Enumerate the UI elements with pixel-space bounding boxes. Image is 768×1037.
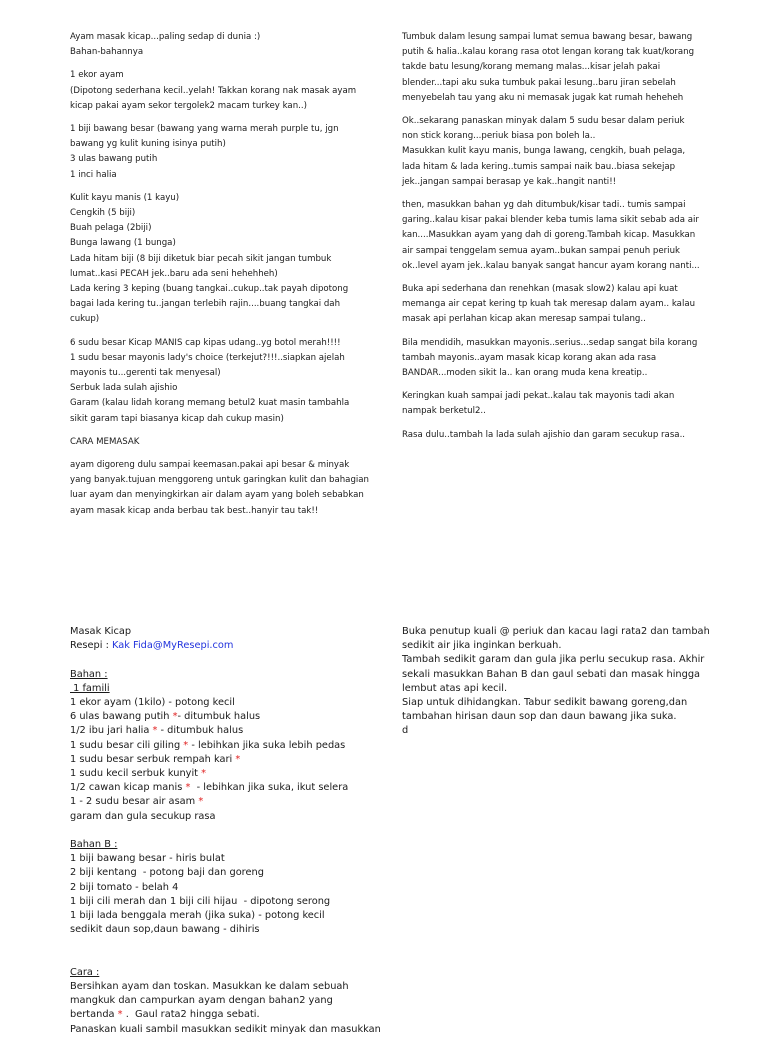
text-line: ok..level ayam jek..kalau banyak sangat hancur ayam korang nanti... (402, 260, 700, 271)
instruction-line: tambahan hirisan daun sop dan daun bawang jika suka. (402, 711, 677, 723)
text-line: Lada kering 3 keping (buang tangkai..cukup..tak payah dipotong (70, 284, 349, 295)
left-paragraph (70, 30, 380, 60)
left-paragraph (70, 191, 380, 328)
instruction-line: d (402, 725, 409, 737)
text-line: Cengkih (5 biji) (70, 208, 136, 219)
text-line: bagai lada kering tu..jangan terlebih rajin....buang tangkai dah (70, 299, 341, 310)
text-line: mayonis tu...gerenti tak menyesal) (70, 368, 221, 379)
bahan-b-list (70, 852, 390, 937)
text-line: Bila mendidih, masukkan mayonis..serius...sedap sangat bila korang (402, 337, 698, 348)
text-line: tambah mayonis..ayam masak kicap korang akan ada rasa (402, 352, 657, 363)
ingredient-item: 1/2 cawan kicap manis * - lebihkan jika suka, ikut selera (70, 782, 349, 794)
ingredient-b-item: 1 biji lada benggala merah (jika suka) - potong kecil (70, 910, 325, 922)
ingredient-item: 1 sudu kecil serbuk kunyit * (70, 768, 207, 780)
text-line: 3 ulas bawang putih (70, 154, 158, 165)
text-line: 6 sudu besar Kicap MANIS cap kipas udang..yg botol merah!!!! (70, 337, 341, 348)
text-line: Tumbuk dalam lesung sampai lumat semua bawang besar, bawang (402, 32, 693, 42)
text-line: 1 biji bawang besar (bawang yang warna merah purple tu, jgn (70, 124, 339, 135)
left-paragraph (70, 122, 380, 183)
marker-asterisk: * (152, 725, 158, 737)
text-line: yang banyak.tujuan menggoreng untuk garingkan kulit dan bahagian (70, 475, 370, 486)
ingredient-item: 1 - 2 sudu besar air asam * (70, 796, 204, 808)
text-line: Masukkan kulit kayu manis, bunga lawang, cengkih, buah pelaga, (402, 146, 686, 157)
bahan-a-list (70, 696, 390, 824)
cara-line: Panaskan kuali sambil masukkan sedikit minyak dan masukkan (70, 1023, 381, 1035)
text-line: ayam masak kicap anda berbau tak best..hanyir tau tak!! (70, 505, 319, 516)
marker-asterisk: * (172, 711, 178, 723)
right-paragraph (402, 336, 742, 382)
text-line: Bunga lawang (1 bunga) (70, 238, 176, 249)
page1-right-column (402, 30, 742, 451)
text-line: bawang yg kulit kuning isinya putih) (70, 139, 226, 150)
text-line: lumat..kasi PECAH jek..baru ada seni hehehheh) (70, 268, 278, 279)
bahan-b-heading: Bahan B : (70, 839, 118, 851)
marker-asterisk: * (201, 768, 207, 780)
ingredient-item: 6 ulas bawang putih *- ditumbuk halus (70, 711, 261, 723)
text-line: luar ayam dan menyingkirkan air dalam ayam yang boleh sebabkan (70, 490, 364, 501)
text-line: then, masukkan bahan yg dah ditumbuk/kisar tadi.. tumis sampai (402, 200, 686, 211)
text-line: (Dipotong sederhana kecil..yelah! Takkan korang nak masak ayam (70, 85, 357, 96)
text-line: garing..kalau kisar pakai blender keba tumis lama sikit sebab ada air (402, 215, 699, 226)
right-paragraph (402, 282, 742, 328)
ingredient-item: 1 sudu besar cili giling * - lebihkan jika suka lebih pedas (70, 739, 346, 751)
marker-asterisk: * (235, 753, 241, 765)
text-line: sikit garam tapi biasanya kicap dah cukup masin) (70, 413, 284, 424)
text-line: nampak berketul2.. (402, 406, 486, 417)
instruction-line: sedikit air jika inginkan berkuah. (402, 640, 562, 652)
text-line: CARA MEMASAK (70, 436, 140, 447)
page1-left-column (70, 30, 380, 527)
marker-asterisk: * (183, 739, 189, 751)
recipe-source (70, 639, 390, 653)
text-line: Buka api sederhana dan renehkan (masak slow2) kalau api kuat (402, 284, 678, 295)
ingredient-item: 1 ekor ayam (1kilo) - potong kecil (70, 697, 235, 708)
ingredient-b-item: 2 biji tomato - belah 4 (70, 881, 179, 893)
text-line: air sampai tenggelam semua ayam..bukan sampai penuh periuk (402, 245, 680, 256)
text-line: putih & halia..kalau korang rasa otot lengan korang tak kuat/korang (402, 47, 695, 58)
text-line: cukup) (70, 314, 100, 325)
text-line: Lada hitam biji (8 biji diketuk biar pecah sikit jangan tumbuk (70, 253, 332, 264)
marker-asterisk: * (117, 1009, 123, 1021)
text-line: memanga air cepat kering tp kuah tak meresap dalam ayam.. kalau (402, 299, 696, 310)
ingredient-b-item: sedikit daun sop,daun bawang - dihiris (70, 924, 260, 936)
bahan-heading: Bahan : (70, 668, 108, 680)
right-paragraph (402, 198, 742, 274)
instruction-line: lembut atas api kecil. (402, 682, 508, 694)
right-paragraph (402, 428, 742, 443)
page2-left-column (70, 625, 390, 1037)
text-line: 1 ekor ayam (70, 70, 124, 81)
instruction-line: Siap untuk dihidangkan. Tabur sedikit bawang goreng,dan (402, 697, 688, 709)
ingredient-b-item: 1 biji bawang besar - hiris bulat (70, 853, 225, 865)
serving-size: 1 famili (70, 682, 110, 694)
ingredient-item: 1 sudu besar serbuk rempah kari * (70, 753, 241, 765)
text-line: Serbuk lada sulah ajishio (70, 383, 178, 394)
text-line: BANDAR...moden sikit la.. kan orang muda kena kreatip.. (402, 368, 648, 379)
page2-right-column (402, 625, 742, 739)
marker-asterisk: * (185, 782, 191, 794)
cara-line: Bersihkan ayam dan toskan. Masukkan ke dalam sebuah (70, 981, 349, 993)
text-line: Garam (kalau lidah korang memang betul2 kuat masin tambahla (70, 398, 350, 409)
ingredient-b-item: 1 biji cili merah dan 1 biji cili hijau - dipotong serong (70, 895, 331, 907)
marker-asterisk: * (198, 796, 204, 808)
text-line: Ayam masak kicap...paling sedap di dunia :) (70, 32, 261, 42)
cara-text (70, 980, 390, 1037)
source-label: Resepi : (70, 640, 112, 652)
text-line: takde batu lesung/korang memang malas...kisar jelah pakai (402, 62, 661, 73)
text-line: jek..jangan sampai berasap ye kak..hangit nanti!! (402, 176, 617, 187)
right-paragraph (402, 389, 742, 419)
right-paragraph (402, 114, 742, 190)
text-line: Kulit kayu manis (1 kayu) (70, 192, 180, 203)
text-line: kicap pakai ayam sekor tergolek2 macam turkey kan..) (70, 100, 307, 111)
left-paragraph (70, 458, 380, 519)
cara-line: mangkuk dan campurkan ayam dengan bahan2 yang (70, 995, 333, 1007)
text-line: 1 inci halia (70, 169, 117, 180)
text-line: Keringkan kuah sampai jadi pekat..kalau tak mayonis tadi akan (402, 391, 675, 402)
text-line: masak api perlahan kicap akan meresap sampai tulang.. (402, 314, 646, 325)
text-line: 1 sudu besar mayonis lady's choice (terkejut?!!!..siapkan ajelah (70, 352, 345, 363)
ingredient-item: garam dan gula secukup rasa (70, 810, 216, 822)
left-paragraph (70, 68, 380, 114)
instruction-line: Buka penutup kuali @ periuk dan kacau lagi rata2 dan tambah (402, 626, 710, 637)
instruction-line: sekali masukkan Bahan B dan gaul sebati dan masak hingga (402, 668, 701, 680)
source-link[interactable]: Kak Fida@MyResepi.com (112, 640, 234, 652)
left-paragraph (70, 336, 380, 427)
left-paragraph (70, 435, 380, 450)
text-line: Ok..sekarang panaskan minyak dalam 5 sudu besar dalam periuk (402, 116, 685, 127)
text-line: menyebelah tau yang aku ni memasak jugak kat rumah heheheh (402, 92, 684, 103)
text-line: blender...tapi aku suka tumbuk pakai lesung..baru jiran sebelah (402, 77, 676, 88)
text-line: kan....Masukkan ayam yang dah di goreng.Tambah kicap. Masukkan (402, 230, 696, 241)
text-line: Rasa dulu..tambah la lada sulah ajishio dan garam secukup rasa.. (402, 429, 686, 440)
cara-heading: Cara : (70, 966, 100, 978)
cara-line: bertanda * . Gaul rata2 hingga sebati. (70, 1009, 260, 1021)
text-line: Buah pelaga (2biji) (70, 223, 152, 234)
text-line: non stick korang...periuk biasa pon boleh la.. (402, 131, 596, 142)
right-paragraph (402, 30, 742, 106)
text-line: lada hitam & lada kering..tumis sampai naik bau..biasa sekejap (402, 161, 676, 172)
text-line: ayam digoreng dulu sampai keemasan.pakai api besar & minyak (70, 460, 350, 471)
ingredient-b-item: 2 biji kentang - potong baji dan goreng (70, 867, 264, 879)
instruction-line: Tambah sedikit garam dan gula jika perlu secukup rasa. Akhir (402, 654, 705, 666)
ingredient-item: 1/2 ibu jari halia * - ditumbuk halus (70, 725, 244, 737)
text-line: Bahan-bahannya (70, 47, 144, 58)
recipe-title: Masak Kicap (70, 626, 132, 637)
